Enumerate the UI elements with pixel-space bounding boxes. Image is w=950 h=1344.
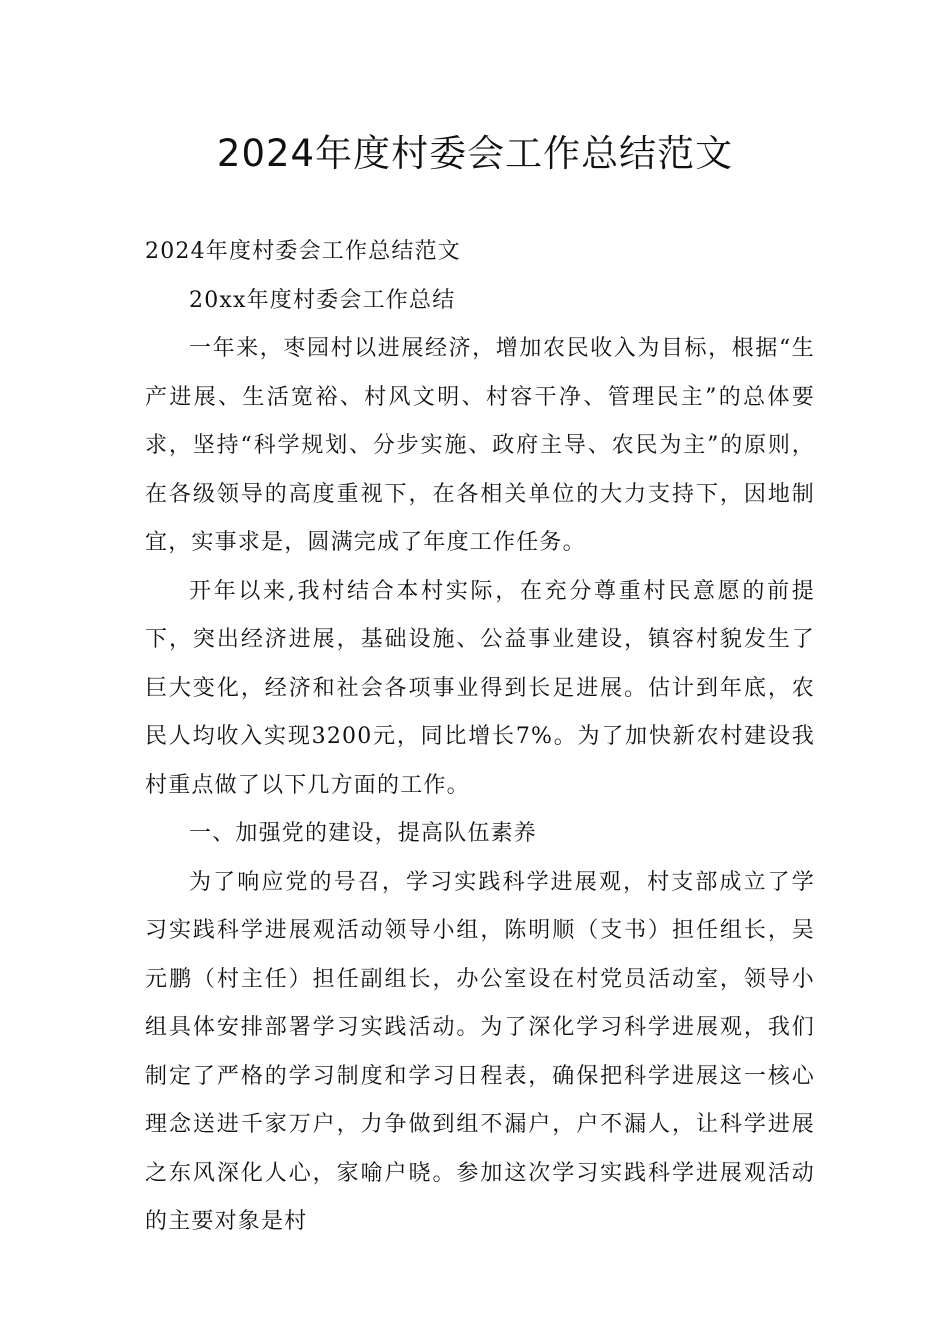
heading-party-building: 一、加强党的建设，提高队伍素养 (189, 821, 538, 846)
paragraph-overview: 开年以来,我村结合本村实际，在充分尊重村民意愿的前提下，突出经济进展，基础设施、公益事业建设，镇容村貌发生了巨大变化，经济和社会各项事业得到长足进展。估计到年底，农民人均收入实现3200元，同比增长7%。为了加快新农村建设我村重点做了以下几方面的工作。 (145, 578, 815, 798)
document-body (145, 228, 815, 1247)
paragraph-subtitle: 2024年度村委会工作总结范文 (145, 239, 461, 264)
document-title: 2024年度村委会工作总结范文 (216, 132, 734, 175)
paragraph-party-building: 为了响应党的号召，学习实践科学进展观，村支部成立了学习实践科学进展观活动领导小组，陈明顺（支书）担任组长，吴元鹏（村主任）担任副组长，办公室设在村党员活动室，领导小组具体安排部署学习实践活动。为了深化学习科学进展观，我们制定了严格的学习制度和学习日程表，确保把科学进展这一核心理念送进千家万户，力争做到组不漏户，户不漏人，让科学进展之东风深化人心，家喻户晓。参加这次学习实践科学进展观活动的主要对象是村 (145, 869, 815, 1234)
paragraph-section-title: 20xx年度村委会工作总结 (189, 287, 456, 313)
paragraph-intro: 一年来，枣园村以进展经济，增加农民收入为目标，根据“生产进展、生活宽裕、村风文明、村容干净、管理民主”的总体要求，坚持“科学规划、分步实施、政府主导、农民为主”的原则，在各级领导的高度重视下，在各相关单位的大力支持下，因地制宜，实事求是，圆满完成了年度工作任务。 (145, 336, 815, 555)
